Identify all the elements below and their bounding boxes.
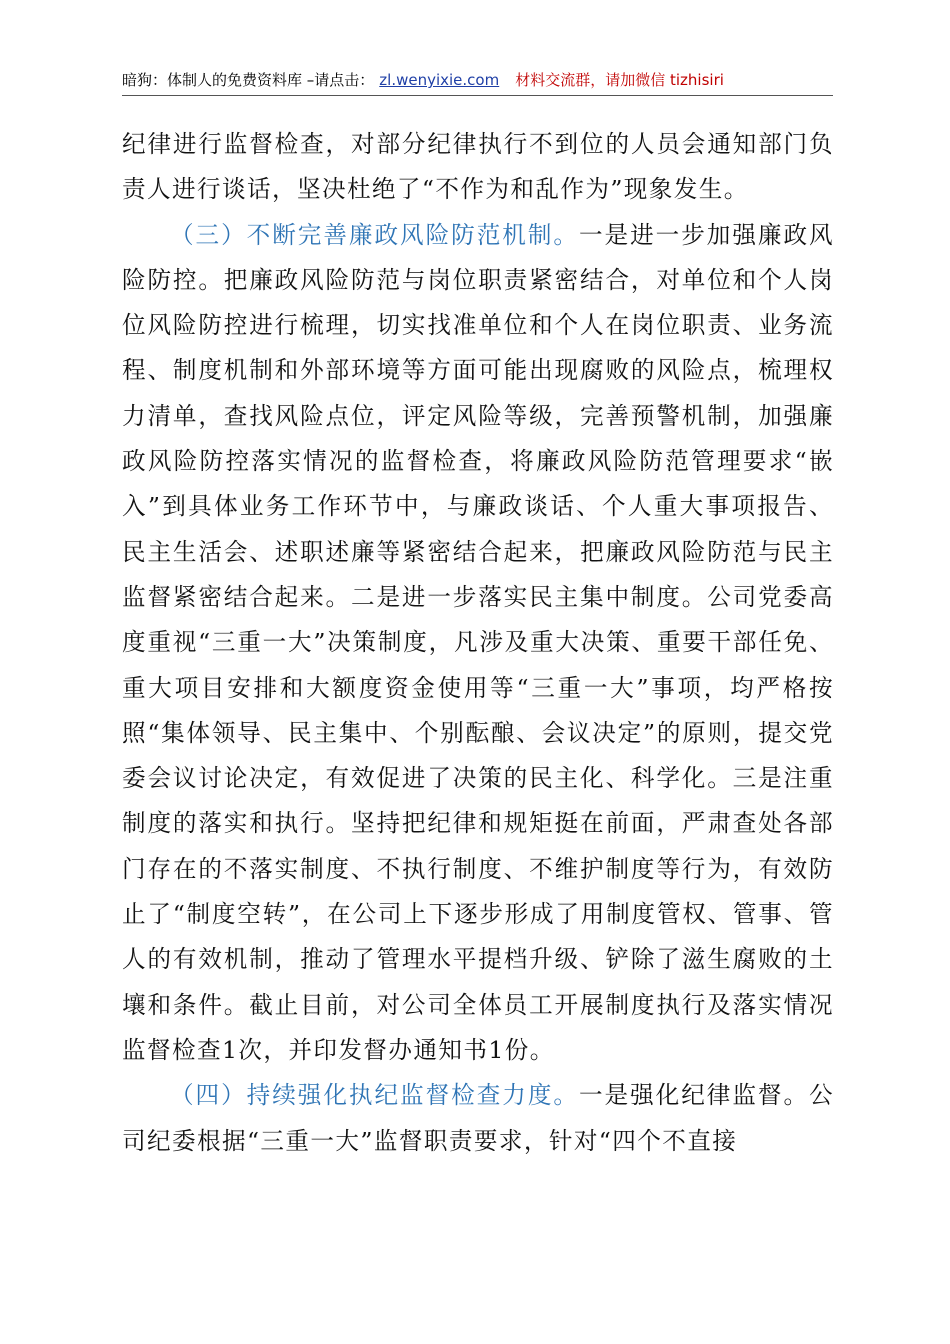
document-body: [122, 122, 834, 1164]
paragraph-3-text: 一是强化纪律监督。公司纪委根据“三重一大”监督职责要求，针对“四个不直接: [122, 1081, 835, 1155]
paragraph-2: [122, 213, 834, 1074]
section-heading-3: （三）不断完善廉政风险防范机制。: [170, 220, 579, 249]
paragraph-1-text: 纪律进行监督检查，对部分纪律执行不到位的人员会通知部门负责人进行谈话，坚决杜绝了“不作为和乱作为”现象发生。: [122, 130, 834, 204]
paragraph-1: [122, 122, 834, 213]
paragraph-3: [122, 1073, 834, 1164]
page-header: [122, 66, 833, 94]
header-link[interactable]: zl.wenyixie.com: [379, 71, 500, 89]
paragraph-2-text: 一是进一步加强廉政风险防控。把廉政风险防范与岗位职责紧密结合，对单位和个人岗位风险防控进行梳理，切实找准单位和个人在岗位职责、业务流程、制度机制和外部环境等方面可能出现腐败的风险点，梳理权力清单，查找风险点位，评定风险等级，完善预警机制，加强廉政风险防控落实情况的监督检查，将廉政风险防范管理要求“嵌入”到具体业务工作环节中，与廉政谈话、个人重大事项报告、民主生活会、述职述廉等紧密结合起来，把廉政风险防范与民主监督紧密结合起来。二是进一步落实民主集中制度。公司党委高度重视“三重一大”决策制度，凡涉及重大决策、重要干部任免、重大项目安排和大额度资金使用等“三重一大”事项，均严格按照“集体领导、民主集中、个别酝酿、会议决定”的原则，提交党委会议讨论决定，有效促进了决策的民主化、科学化。三是注重制度的落实和执行。坚持把纪律和规矩挺在前面，严肃查处各部门存在的不落实制度、不执行制度、不维护制度等行为，有效防止了“制度空转”，在公司上下逐步形成了用制度管权、管事、管人的有效机制，推动了管理水平提档升级、铲除了滋生腐败的土壤和条件。截止目前，对公司全体员工开展制度执行及落实情况监督检查1次，并印发督办通知书1份。: [122, 220, 835, 1064]
header-divider: [122, 95, 833, 96]
header-notice: 暗狗：体制人的免费资料库 –请点击：: [122, 71, 375, 89]
header-wechat-note: 材料交流群，请加微信 tizhisiri: [515, 71, 724, 89]
section-heading-4: （四）持续强化执纪监督检查力度。: [170, 1081, 579, 1110]
